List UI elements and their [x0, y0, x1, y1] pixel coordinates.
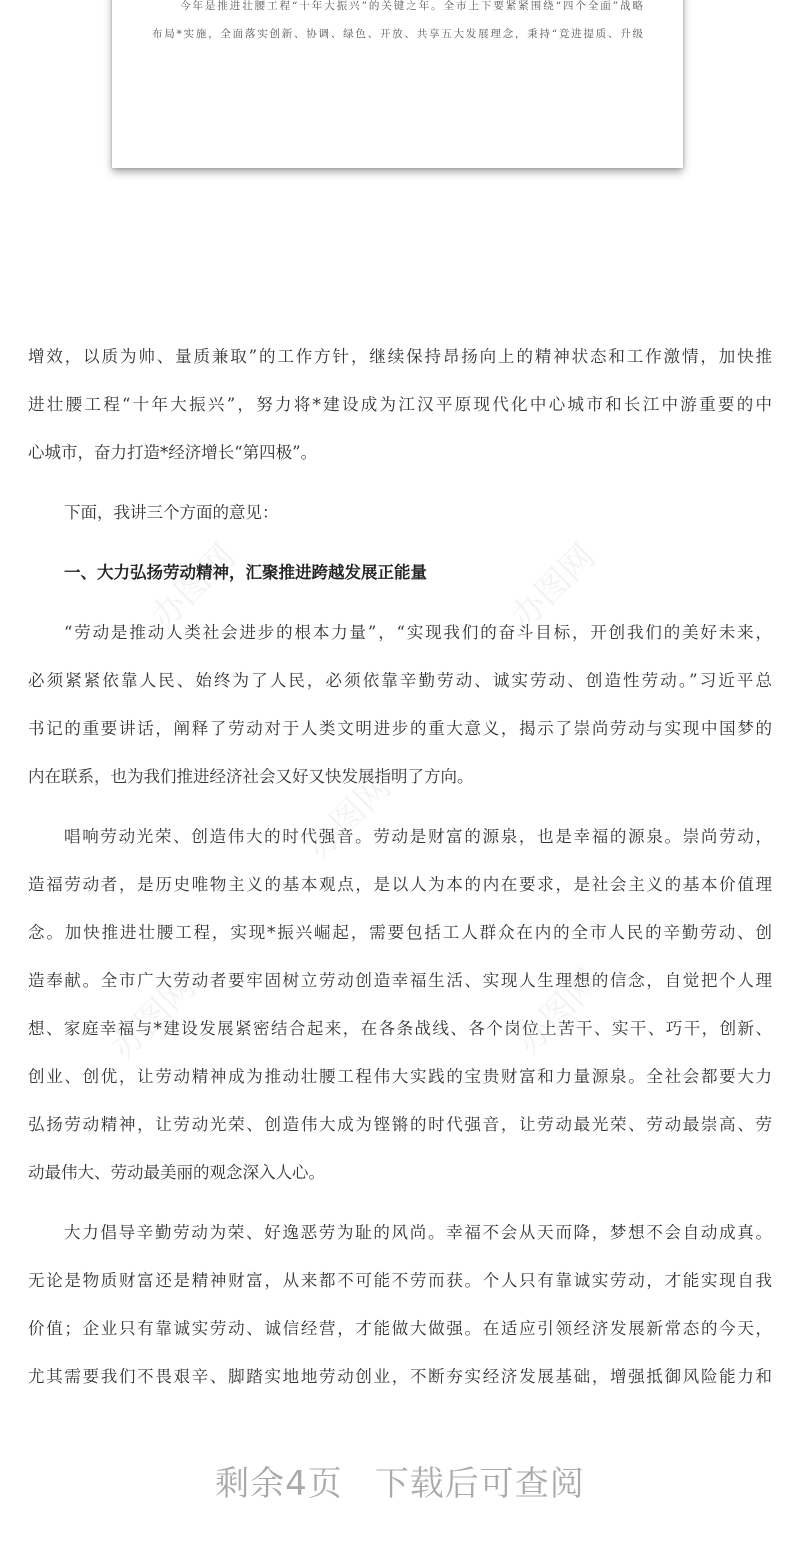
text-line: 造福劳动者，是历史唯物主义的基本观点，是以人为本的内在要求，是社会主义的基本价值理 — [28, 875, 772, 894]
preview-line: 今年是推进壮腰工程“十年大振兴”的关键之年。全市上下要紧紧围绕“四个全面”战略 — [180, 0, 643, 12]
text-line: 弘扬劳动精神，让劳动光荣、创造伟大成为铿锵的时代强音，让劳动最光荣、劳动最崇高、劳 — [28, 1115, 772, 1134]
document-preview-card — [112, 0, 683, 168]
watermark: 办图网 — [298, 766, 399, 868]
paragraph — [28, 609, 772, 801]
text-line: 无论是物质财富还是精神财富，从来都不可能不劳而获。个人只有靠诚实劳动，才能实现自我 — [28, 1271, 772, 1290]
text-line: 心城市，奋力打造*经济增长“第四极”。 — [28, 443, 318, 462]
watermark: 办图网 — [503, 536, 604, 638]
text-line: 必须紧紧依靠人民、始终为了人民，必须依靠辛勤劳动、诚实劳动、创造性劳动。”习近平总 — [28, 671, 772, 690]
paragraph — [28, 333, 772, 477]
text-line: 进壮腰工程“十年大振兴”，努力将*建设成为江汉平原现代化中心城市和长江中游重要的中 — [28, 395, 772, 414]
text-line: 内在联系，也为我们推进经济社会又好又快发展指明了方向。 — [28, 767, 474, 786]
paragraph — [28, 1209, 772, 1401]
text-line: 创业、创优，让劳动精神成为推动壮腰工程伟大实践的宝贵财富和力量源泉。全社会都要大力 — [28, 1067, 772, 1086]
text-line: 想、家庭幸福与*建设发展紧密结合起来，在各条战线、各个岗位上苦干、实干、巧干，创新、 — [28, 1019, 772, 1038]
watermark: 办图网 — [103, 966, 204, 1068]
text-line: 大力倡导辛勤劳动为荣、好逸恶劳为耻的风尚。幸福不会从天而降，梦想不会自动成真。 — [64, 1223, 772, 1242]
text-line: 唱响劳动光荣、创造伟大的时代强音。劳动是财富的源泉，也是幸福的源泉。崇尚劳动， — [64, 827, 772, 846]
section-heading — [28, 549, 772, 597]
text-line: 价值；企业只有靠诚实劳动、诚信经营，才能做大做强。在适应引领经济发展新常态的今天， — [28, 1319, 772, 1338]
watermark: 办图网 — [508, 961, 609, 1063]
text-line: “劳动是推动人类社会进步的根本力量”，“实现我们的奋斗目标，开创我们的美好未来， — [64, 623, 772, 642]
download-to-view-label[interactable]: 下载后可查阅 — [374, 1464, 585, 1504]
text-line: 一、大力弘扬劳动精神，汇聚推进跨越发展正能量 — [64, 563, 427, 582]
download-prompt[interactable] — [0, 1456, 800, 1505]
remaining-pages-label: 剩余4页 — [215, 1464, 343, 1504]
document-body — [28, 333, 772, 1413]
text-line: 尤其需要我们不畏艰辛、脚踏实地地劳动创业，不断夯实经济发展基础，增强抵御风险能力和 — [28, 1367, 772, 1386]
text-line: 增效，以质为帅、量质兼取”的工作方针，继续保持昂扬向上的精神状态和工作激情，加快推 — [28, 347, 772, 366]
text-line: 动最伟大、劳动最美丽的观念深入人心。 — [28, 1163, 325, 1182]
paragraph — [28, 813, 772, 1197]
text-line: 造奉献。全市广大劳动者要牢固树立劳动创造幸福生活、实现人生理想的信念，自觉把个人理 — [28, 971, 772, 990]
paragraph — [28, 489, 772, 537]
preview-line: 布局*实施，全面落实创新、协调、绿色、开放、共享五大发展理念，秉持“竞进提质、升级 — [152, 28, 643, 40]
text-line: 下面，我讲三个方面的意见： — [64, 503, 279, 522]
watermark: 办图网 — [143, 536, 244, 638]
text-line: 书记的重要讲话，阐释了劳动对于人类文明进步的重大意义，揭示了崇尚劳动与实现中国梦的 — [28, 719, 772, 738]
text-line: 念。加快推进壮腰工程，实现*振兴崛起，需要包括工人群众在内的全市人民的辛勤劳动、创 — [28, 923, 772, 942]
